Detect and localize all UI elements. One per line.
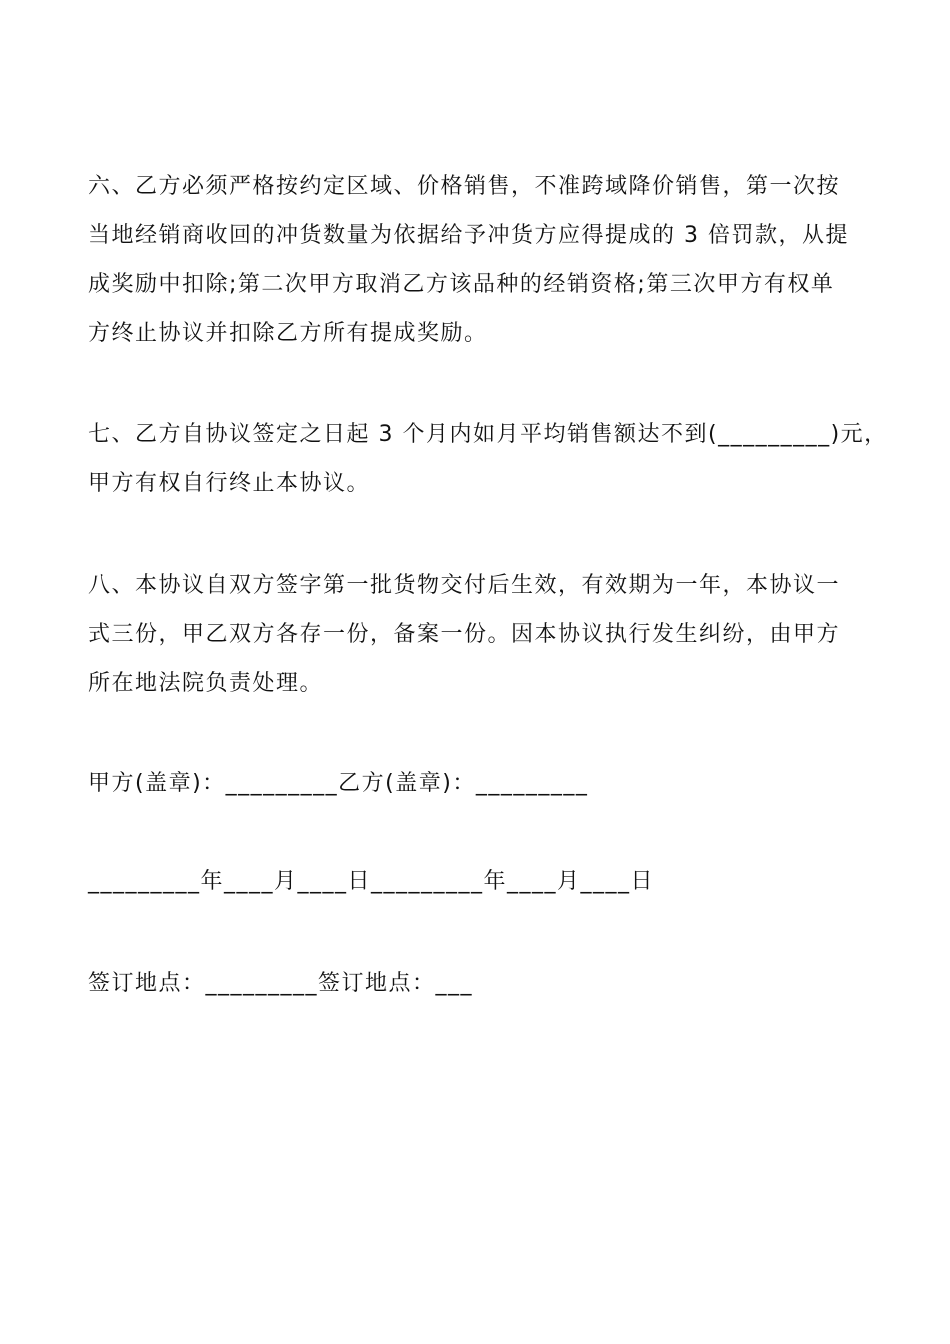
clause-8-line: 式三份，甲乙双方各存一份，备案一份。因本协议执行发生纠纷，由甲方 bbox=[88, 622, 841, 647]
date-line bbox=[88, 857, 888, 906]
place-line bbox=[88, 959, 888, 1008]
clause-7-line: 甲方有权自行终止本协议。 bbox=[88, 471, 371, 496]
clause-8-paragraph bbox=[88, 561, 888, 708]
seal-line bbox=[88, 759, 888, 808]
clause-6-line: 方终止协议并扣除乙方所有提成奖励。 bbox=[88, 321, 488, 346]
clause-6-line: 当地经销商收回的冲货数量为依据给予冲货方应得提成的 3 倍罚款，从提 bbox=[88, 223, 849, 248]
clause-6-line: 六、乙方必须严格按约定区域、价格销售，不准跨域降价销售，第一次按 bbox=[88, 174, 841, 199]
clause-7-paragraph bbox=[88, 410, 888, 508]
clause-6-line: 成奖励中扣除;第二次甲方取消乙方该品种的经销资格;第三次甲方有权单 bbox=[88, 272, 835, 297]
clause-8-line: 所在地法院负责处理。 bbox=[88, 671, 324, 696]
seal-line-text: 甲方(盖章)：_________乙方(盖章)：_________ bbox=[88, 771, 589, 796]
clause-8-line: 八、本协议自双方签字第一批货物交付后生效，有效期为一年，本协议一 bbox=[88, 573, 841, 598]
date-line-text: _________年____月____日_________年____月____日 bbox=[88, 869, 655, 894]
clause-6-paragraph bbox=[88, 162, 888, 358]
clause-7-line: 七、乙方自协议签定之日起 3 个月内如月平均销售额达不到(_________)元， bbox=[88, 422, 888, 447]
place-line-text: 签订地点：_________签订地点：___ bbox=[88, 971, 474, 996]
